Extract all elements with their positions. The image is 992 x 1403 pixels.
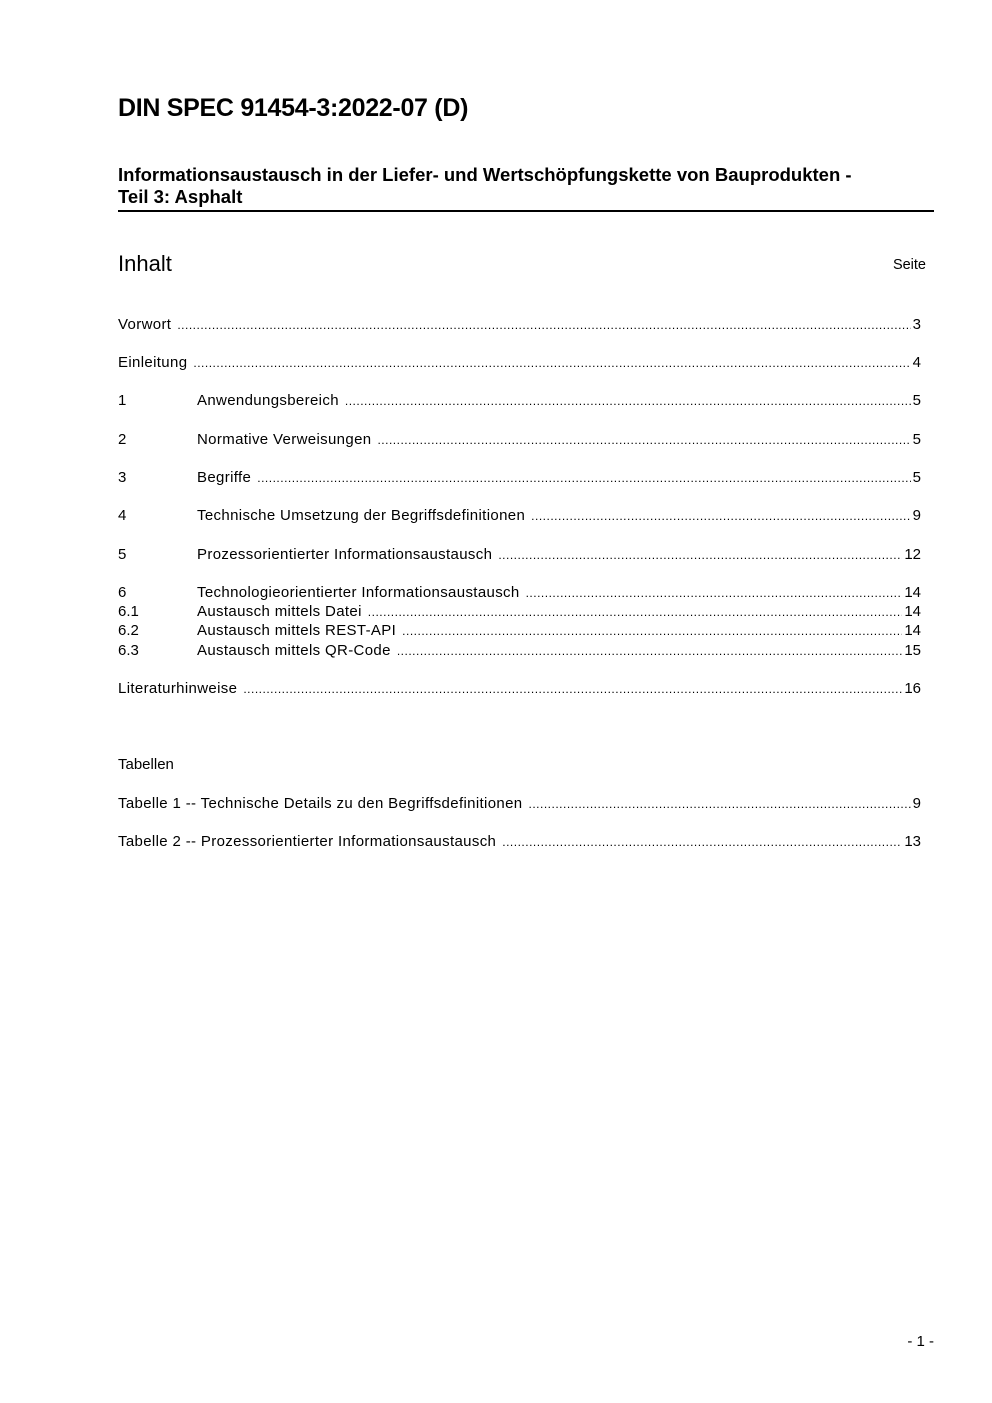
toc-leader-dots [526, 586, 903, 600]
toc-entry-text: Austausch mittels Datei [197, 603, 362, 620]
table-list-entry-1[interactable] [118, 795, 921, 815]
document-title-line-1: Informationsaustausch in der Liefer- und Wertschöpfungskette von Bauprodukten - [118, 164, 852, 185]
toc-entry-number: 1 [118, 392, 127, 409]
toc-entry-text: Anwendungsbereich [197, 392, 339, 409]
toc-leader-dots [243, 682, 902, 696]
toc-entry-page: 9 [912, 507, 921, 524]
document-title-line-2: Teil 3: Asphalt [118, 186, 243, 207]
table-list-entry-text: Tabelle 1 -- Technische Details zu den Begriffsdefinitionen [118, 795, 523, 812]
toc-leader-dots [502, 835, 902, 849]
toc-entry-einleitung[interactable] [118, 354, 921, 374]
toc-entry-text: Begriffe [197, 469, 252, 486]
toc-entry-3[interactable] [118, 469, 921, 489]
toc-entry-4[interactable] [118, 507, 921, 527]
toc-entry-page: 15 [904, 642, 921, 659]
page-number: - 1 - [907, 1333, 934, 1350]
toc-entry-number: 3 [118, 469, 127, 486]
toc-entry-number: 5 [118, 546, 127, 563]
toc-entry-page: 16 [904, 680, 921, 697]
toc-entry-literaturhinweise[interactable] [118, 680, 921, 700]
toc-entry-page: 14 [904, 622, 921, 639]
toc-heading: Inhalt [118, 251, 172, 276]
toc-entry-page: 5 [912, 392, 921, 409]
table-list-entry-2[interactable] [118, 833, 921, 853]
toc-entry-page: 14 [904, 603, 921, 620]
toc-entry-page: 12 [904, 546, 921, 563]
toc-entry-text: Technische Umsetzung der Begriffsdefinitionen [197, 507, 526, 524]
toc-entry-page: 5 [912, 431, 921, 448]
toc-entry-text: Austausch mittels REST-API [197, 622, 397, 639]
toc-page-label: Seite [892, 257, 926, 273]
toc-leader-dots [498, 548, 902, 562]
document-id: DIN SPEC 91454-3:2022-07 (D) [118, 94, 469, 122]
table-list-entry-page: 9 [912, 795, 921, 812]
table-list-entry-text: Tabelle 2 -- Prozessorientierter Informationsaustausch [118, 833, 497, 850]
toc-entry-6-1[interactable] [118, 603, 921, 623]
toc-entry-5[interactable] [118, 546, 921, 566]
toc-leader-dots [177, 318, 910, 332]
toc-leader-dots [531, 509, 911, 523]
toc-leader-dots [402, 624, 902, 638]
toc-entry-text: Vorwort [118, 316, 172, 333]
toc-leader-dots [345, 394, 911, 408]
toc-entry-text: Normative Verweisungen [197, 431, 372, 448]
table-list-entry-page: 13 [904, 833, 921, 850]
toc-leader-dots [368, 605, 903, 619]
toc-leader-dots [377, 433, 910, 447]
toc-entry-page: 4 [912, 354, 921, 371]
table-of-contents [118, 0, 921, 1403]
toc-entry-number: 6.3 [118, 642, 139, 659]
toc-entry-6-2[interactable] [118, 622, 921, 642]
toc-entry-text: Einleitung [118, 354, 188, 371]
toc-entry-text: Austausch mittels QR-Code [197, 642, 391, 659]
toc-leader-dots [193, 356, 910, 370]
toc-entry-number: 4 [118, 507, 127, 524]
toc-entry-text: Technologieorientierter Informationsaustausch [197, 584, 520, 601]
tables-heading: Tabellen [118, 756, 174, 773]
toc-entry-text: Prozessorientierter Informationsaustausch [197, 546, 493, 563]
toc-entry-number: 6 [118, 584, 127, 601]
toc-entry-vorwort[interactable] [118, 316, 921, 336]
toc-entry-1[interactable] [118, 392, 921, 412]
toc-entry-number: 2 [118, 431, 127, 448]
toc-entry-6[interactable] [118, 584, 921, 604]
toc-leader-dots [529, 797, 911, 811]
toc-leader-dots [397, 644, 902, 658]
toc-entry-2[interactable] [118, 431, 921, 451]
toc-entry-6-3[interactable] [118, 642, 921, 662]
toc-entry-page: 5 [912, 469, 921, 486]
toc-entry-page: 3 [912, 316, 921, 333]
toc-entry-number: 6.1 [118, 603, 139, 620]
toc-entry-text: Literaturhinweise [118, 680, 238, 697]
toc-entry-page: 14 [904, 584, 921, 601]
toc-leader-dots [257, 471, 910, 485]
toc-entry-number: 6.2 [118, 622, 139, 639]
